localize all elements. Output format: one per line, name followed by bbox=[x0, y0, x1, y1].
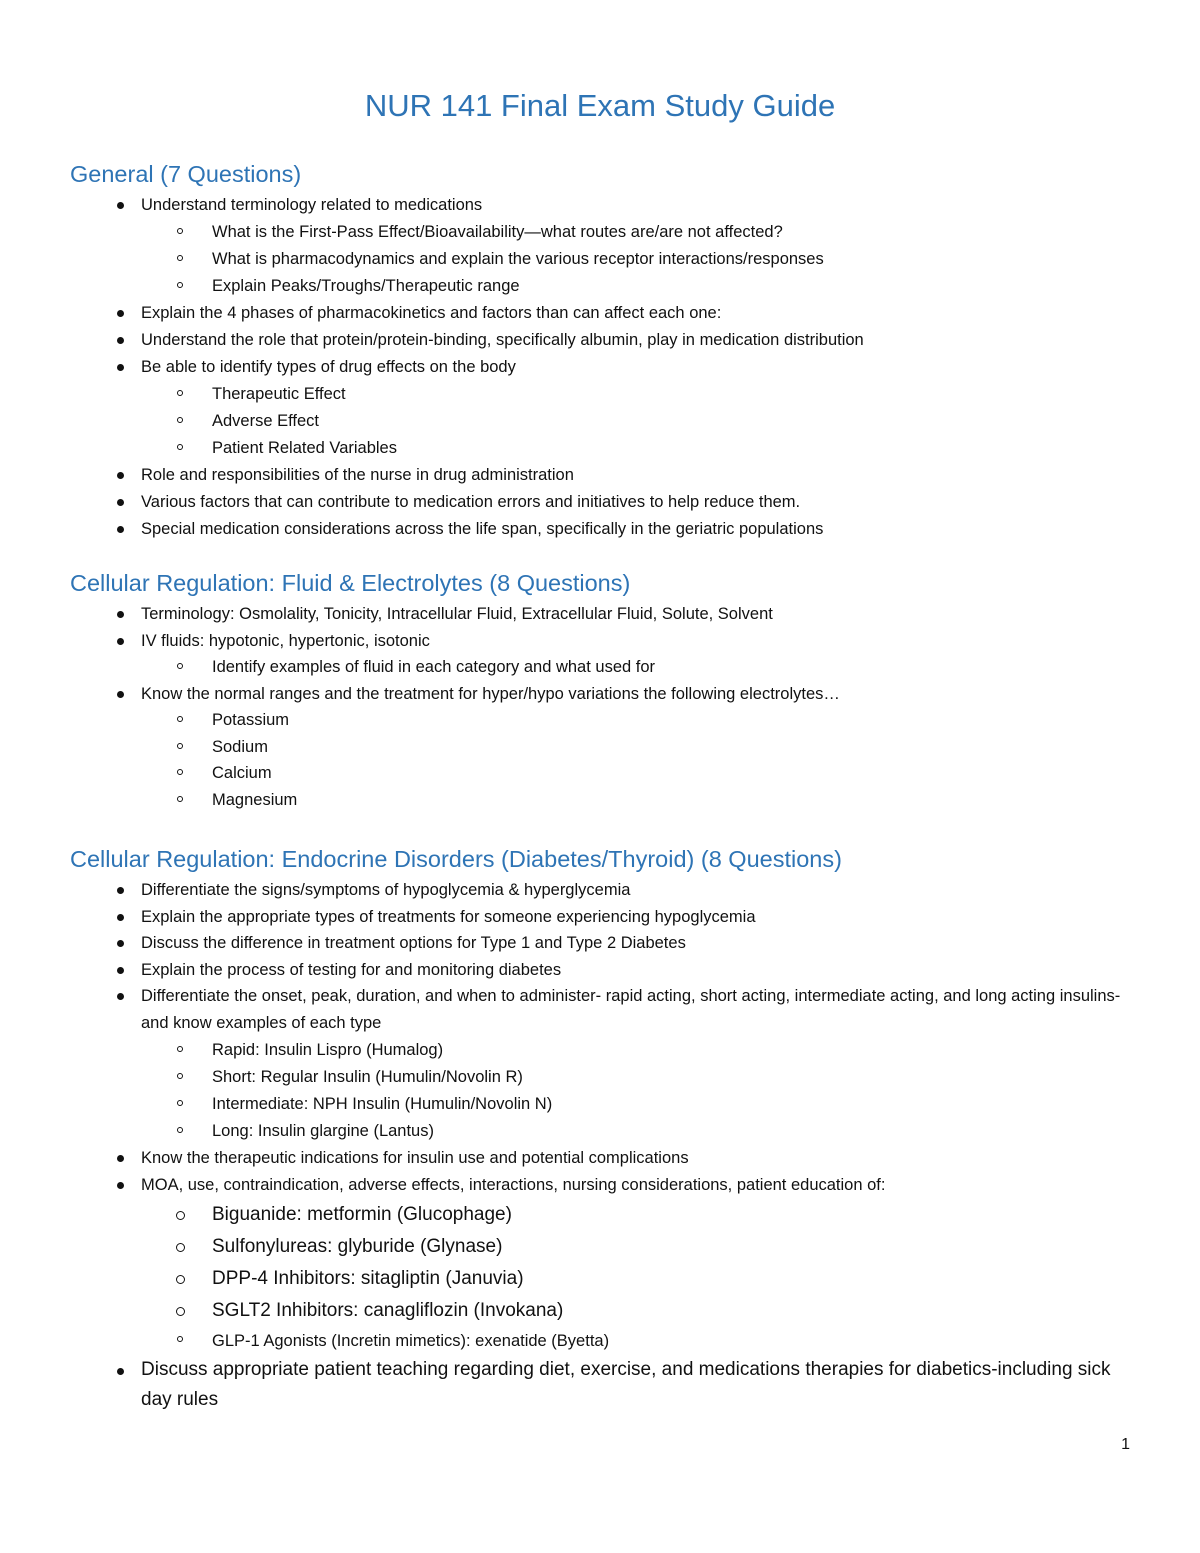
bullet-icon bbox=[117, 993, 124, 1000]
list-item: Differentiate the onset, peak, duration, and when to administer- rapid acting, short acting, intermediate acting, and long acting insulins-and know examples of each type bbox=[0, 983, 1131, 1037]
hollow-bullet-icon bbox=[177, 743, 183, 749]
list-item: Magnesium bbox=[0, 787, 1200, 814]
list-item: Discuss the difference in treatment options for Type 1 and Type 2 Diabetes bbox=[0, 930, 1200, 957]
list-item: Explain the process of testing for and monitoring diabetes bbox=[0, 957, 1200, 984]
list-item: IV fluids: hypotonic, hypertonic, isotonic bbox=[0, 628, 1200, 655]
list-item: Calcium bbox=[0, 760, 1200, 787]
list-item: Patient Related Variables bbox=[0, 435, 1200, 462]
section-list-fluid-electrolytes bbox=[0, 601, 1200, 813]
list-item: Explain the appropriate types of treatments for someone experiencing hypoglycemia bbox=[0, 904, 1200, 931]
hollow-bullet-icon bbox=[177, 417, 183, 423]
list-item: Therapeutic Effect bbox=[0, 381, 1200, 408]
bullet-icon bbox=[117, 914, 124, 921]
list-item: Discuss appropriate patient teaching regarding diet, exercise, and medications therapies for diabetics-including sick day rules bbox=[0, 1355, 1131, 1415]
bullet-icon bbox=[117, 887, 124, 894]
bullet-icon bbox=[117, 691, 124, 698]
list-item: Biguanide: metformin (Glucophage) bbox=[0, 1199, 1200, 1231]
list-item: Rapid: Insulin Lispro (Humalog) bbox=[0, 1037, 1200, 1064]
list-item: Special medication considerations across the life span, specifically in the geriatric populations bbox=[0, 516, 1200, 543]
list-item: Understand the role that protein/protein-binding, specifically albumin, play in medication distribution bbox=[0, 327, 1200, 354]
list-item: DPP-4 Inhibitors: sitagliptin (Januvia) bbox=[0, 1263, 1200, 1295]
list-item: Sodium bbox=[0, 734, 1200, 761]
list-item: GLP-1 Agonists (Incretin mimetics): exenatide (Byetta) bbox=[0, 1327, 1200, 1355]
list-item: Understand terminology related to medications bbox=[0, 192, 1200, 219]
bullet-icon bbox=[117, 940, 124, 947]
hollow-bullet-icon bbox=[177, 1127, 183, 1133]
list-item: Be able to identify types of drug effects on the body bbox=[0, 354, 1200, 381]
hollow-bullet-icon bbox=[177, 769, 183, 775]
hollow-bullet-icon bbox=[177, 1046, 183, 1052]
hollow-bullet-icon bbox=[176, 1307, 185, 1316]
hollow-bullet-icon bbox=[176, 1243, 185, 1252]
list-item: SGLT2 Inhibitors: canagliflozin (Invokana) bbox=[0, 1295, 1200, 1327]
bullet-icon bbox=[117, 1155, 124, 1162]
page-title: NUR 141 Final Exam Study Guide bbox=[364, 88, 836, 123]
list-item: What is pharmacodynamics and explain the various receptor interactions/responses bbox=[0, 246, 1200, 273]
bullet-icon bbox=[117, 364, 124, 371]
bullet-icon bbox=[117, 1368, 124, 1375]
list-item: Know the therapeutic indications for insulin use and potential complications bbox=[0, 1145, 1200, 1172]
list-item: Short: Regular Insulin (Humulin/Novolin R) bbox=[0, 1064, 1200, 1091]
list-item: Know the normal ranges and the treatment for hyper/hypo variations the following electrolytes… bbox=[0, 681, 1200, 708]
hollow-bullet-icon bbox=[177, 796, 183, 802]
hollow-bullet-icon bbox=[177, 1336, 183, 1342]
hollow-bullet-icon bbox=[177, 1073, 183, 1079]
list-item: Identify examples of fluid in each category and what used for bbox=[0, 654, 1200, 681]
list-item: MOA, use, contraindication, adverse effects, interactions, nursing considerations, patient education of: bbox=[0, 1172, 1200, 1199]
list-item: Various factors that can contribute to medication errors and initiatives to help reduce them. bbox=[0, 489, 1200, 516]
list-item: Explain the 4 phases of pharmacokinetics and factors than can affect each one: bbox=[0, 300, 1200, 327]
section-list-general bbox=[0, 192, 1200, 543]
hollow-bullet-icon bbox=[177, 663, 183, 669]
list-item: Role and responsibilities of the nurse in drug administration bbox=[0, 462, 1200, 489]
list-item: Adverse Effect bbox=[0, 408, 1200, 435]
hollow-bullet-icon bbox=[177, 255, 183, 261]
bullet-icon bbox=[117, 202, 124, 209]
section-list-endocrine bbox=[0, 877, 1200, 1415]
list-item: Sulfonylureas: glyburide (Glynase) bbox=[0, 1231, 1200, 1263]
hollow-bullet-icon bbox=[176, 1275, 185, 1284]
bullet-icon bbox=[117, 967, 124, 974]
section-heading-general: General (7 Questions) bbox=[70, 161, 302, 187]
bullet-icon bbox=[117, 526, 124, 533]
list-item: Intermediate: NPH Insulin (Humulin/Novolin N) bbox=[0, 1091, 1200, 1118]
hollow-bullet-icon bbox=[177, 716, 183, 722]
bullet-icon bbox=[117, 611, 124, 618]
hollow-bullet-icon bbox=[177, 228, 183, 234]
hollow-bullet-icon bbox=[176, 1211, 185, 1220]
bullet-icon bbox=[117, 337, 124, 344]
hollow-bullet-icon bbox=[177, 282, 183, 288]
list-item: Terminology: Osmolality, Tonicity, Intracellular Fluid, Extracellular Fluid, Solute, Solvent bbox=[0, 601, 1200, 628]
page-number: 1 bbox=[1121, 1436, 1130, 1453]
hollow-bullet-icon bbox=[177, 390, 183, 396]
list-item: Differentiate the signs/symptoms of hypoglycemia & hyperglycemia bbox=[0, 877, 1200, 904]
list-item: Potassium bbox=[0, 707, 1200, 734]
bullet-icon bbox=[117, 310, 124, 317]
section-heading-fluid-electrolytes: Cellular Regulation: Fluid & Electrolytes (8 Questions) bbox=[70, 570, 631, 596]
bullet-icon bbox=[117, 499, 124, 506]
hollow-bullet-icon bbox=[177, 444, 183, 450]
list-item: Explain Peaks/Troughs/Therapeutic range bbox=[0, 273, 1200, 300]
bullet-icon bbox=[117, 638, 124, 645]
bullet-icon bbox=[117, 1182, 124, 1189]
bullet-icon bbox=[117, 472, 124, 479]
list-item: What is the First-Pass Effect/Bioavailability—what routes are/are not affected? bbox=[0, 219, 1200, 246]
list-item: Long: Insulin glargine (Lantus) bbox=[0, 1118, 1200, 1145]
hollow-bullet-icon bbox=[177, 1100, 183, 1106]
section-heading-endocrine: Cellular Regulation: Endocrine Disorders (Diabetes/Thyroid) (8 Questions) bbox=[70, 846, 842, 872]
